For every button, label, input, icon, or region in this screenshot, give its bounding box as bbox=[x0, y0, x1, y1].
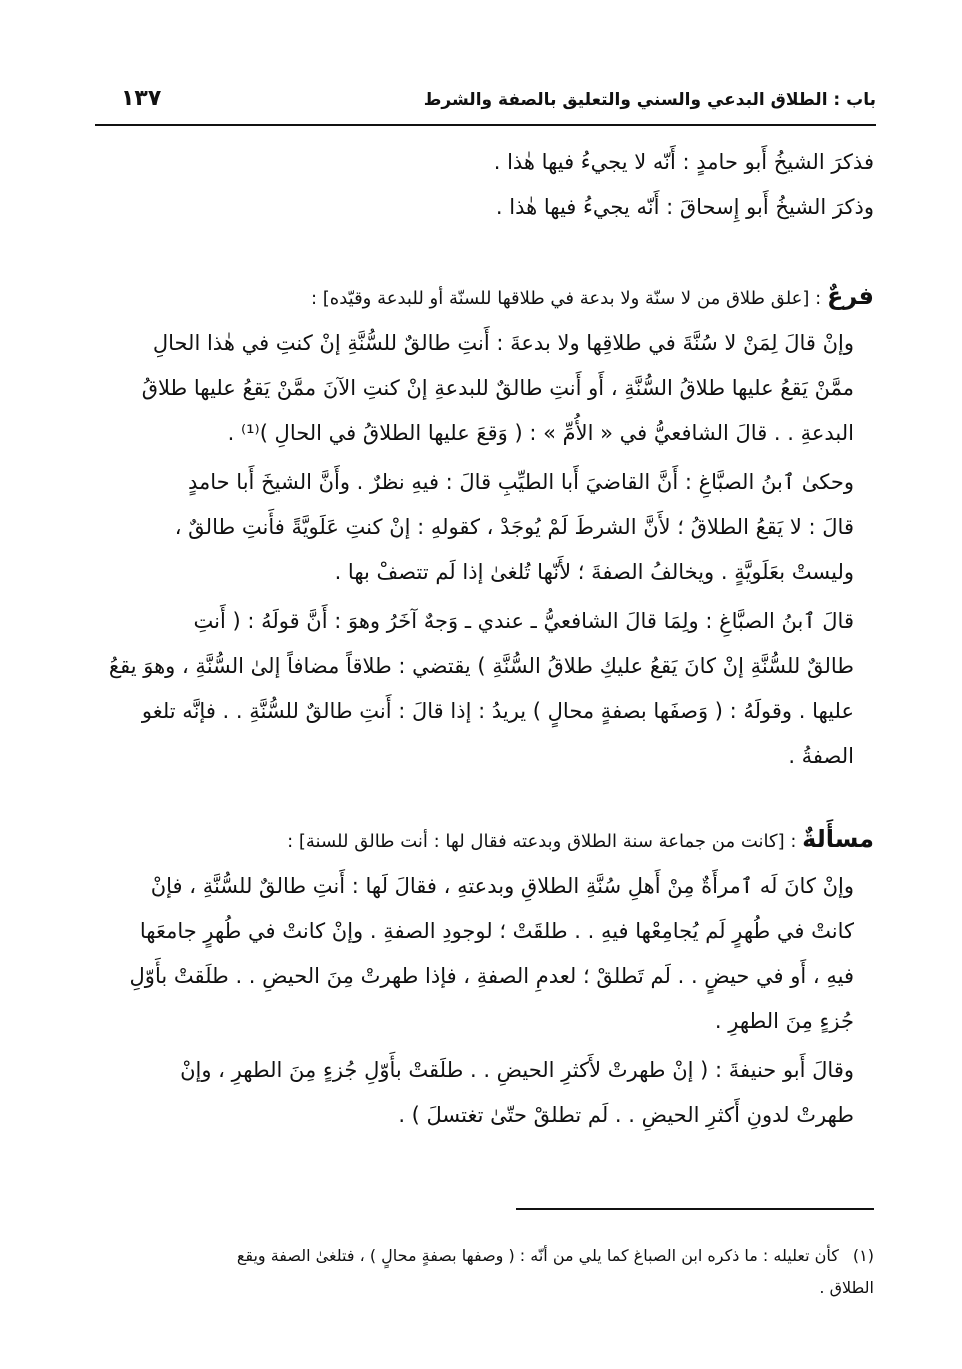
text-line: فذكرَ الشيخُ أَبو حامدٍ : أَنّه لا يجيءُ فيها هٰذا . bbox=[493, 150, 874, 174]
running-header bbox=[95, 84, 876, 122]
text-line: وإنْ كانَ لَه ٱمرأَةٌ مِنْ أَهلِ سُنَّةِ الطلاقِ وبدعتهِ ، فقالَ لَها : أَنتِ طالقٌ للسُّنَّةِ ، فإنْ bbox=[150, 874, 854, 898]
text-line: وحكىٰ ٱبنُ الصبَّاغِ : أَنَّ القاضيَ أَبا الطيِّبِ قالَ : فيهِ نظرٌ . وأَنَّ الشيخَ أَبا حامدٍ bbox=[187, 470, 854, 494]
text-line: قالَ : لا يَقعُ الطلاقُ ؛ لأَنَّ الشرطَ لَمْ يُوجَدْ ، كقولهِ : إنْ كنتِ عَلَويَّةً فأَنتِ طالقٌ ، bbox=[174, 515, 854, 539]
text-line: قالَ ٱبنُ الصبَّاغِ : ولِمَا قالَ الشافعيُّ ـ عندي ـ وَجهٌ آخَرُ وهوَ : أَنَّ قولَهُ : ( أَنتِ bbox=[193, 609, 854, 633]
section-gap bbox=[92, 230, 874, 274]
footnote-number: (١) bbox=[852, 1246, 874, 1265]
paragraph bbox=[92, 599, 874, 779]
text-line: وذكرَ الشيخُ أَبو إِسحاقَ : أَنّه يجيءُ فيها هٰذا . bbox=[495, 195, 874, 219]
text-line: طالقٌ للسُّنَّةِ إنْ كانَ يَقعُ عليكِ طلاقُ السُّنَّةِ ) يقتضي : طلاقاً مضافاً إلىٰ السُّنَّةِ ، وهوَ يقعُ bbox=[108, 654, 854, 678]
footnote-line bbox=[92, 1240, 874, 1272]
text-line: وليستْ بعَلَويَّةٍ . ويخالفُ الصفةَ ؛ لأَنّها تُلغىٰ إذا لَم تتصفْ بها . bbox=[334, 560, 854, 584]
masala-title: : [كانت من جماعة سنة الطلاق وبدعته فقال لها : أنت طالق للسنة] : bbox=[287, 831, 797, 852]
far-title: : [علق طلاق من لا سنّة ولا بدعة في طلاقها للسنّة أو للبدعة وقيّده] : bbox=[310, 288, 822, 309]
footnote-text: كأن تعليله : ما ذكره ابن الصباغ كما يلي من أنّه : ( وصفها بصفةٍ محالٍ ) ، فتلغىٰ الصفة ويقع bbox=[236, 1246, 839, 1265]
far-label: فرعٌ bbox=[826, 282, 874, 310]
text-line: ممَّنْ يَقعُ عليها طلاقُ السُّنَّةِ ، أَو أَنتِ طالقٌ للبدعةِ إنْ كنتِ الآنَ ممَّنْ يَقعُ عليها طلاقُ bbox=[141, 376, 854, 400]
paragraph bbox=[92, 1048, 874, 1138]
paragraph bbox=[92, 321, 874, 456]
text-line: عليها . وقولَهُ : ( وَصفَها بصفةٍ محالٍ ) يريدُ : إذا قالَ : أَنتِ طالقٌ للسُّنَّةِ . . فإنَّه تلغو bbox=[141, 699, 854, 723]
masala-label: مسأَلةٌ bbox=[802, 825, 874, 853]
text-line: وإنْ قالَ لِمَنْ لا سُنَّةَ في طلاقِها ولا بدعةَ : أَنتِ طالقٌ للسُّنَّةِ إنْ كنتِ في هٰذا الحالِ bbox=[152, 331, 854, 355]
paragraph bbox=[92, 460, 874, 595]
footnote bbox=[92, 1240, 874, 1304]
far-heading bbox=[92, 274, 874, 321]
page-body bbox=[92, 140, 874, 1142]
footnotes bbox=[92, 1240, 874, 1304]
chapter-title: باب : الطلاق البدعي والسني والتعليق بالصفة والشرط bbox=[423, 90, 876, 110]
text-line: كانتْ في طُهرٍ لَم يُجامِعْها فيهِ . . طلقَتْ ؛ لوجودِ الصفةِ . وإنْ كانتْ في طُهرٍ جامعَها bbox=[139, 919, 854, 943]
text-line: الصفةُ . bbox=[788, 744, 854, 768]
footnote-line: الطلاق . bbox=[819, 1278, 874, 1297]
masala-heading bbox=[92, 817, 874, 864]
text-line: جُزءٍ مِنَ الطهرِ . bbox=[714, 1009, 854, 1033]
page-number: ١٣٧ bbox=[121, 86, 162, 111]
text-line: وقالَ أَبو حنيفةَ : ( إنْ طهرتْ لأَكثرِ الحيضِ . . طلَقتْ بأَوّلِ جُزءٍ مِنَ الطهرِ ، وإنْ bbox=[180, 1058, 854, 1082]
text-line: طهرتْ لدونِ أَكثرِ الحيضِ . . لَم تطلقْ حتّىٰ تغتسلَ ) . bbox=[398, 1103, 854, 1127]
header-rule bbox=[95, 124, 876, 126]
text-line: فيهِ ، أَو في حيضٍ . . لَم تَطلقْ ؛ لعدمِ الصفةِ ، فإذا طهرتْ مِنَ الحيضِ . . طلَقتْ بأَوّلِ bbox=[129, 964, 854, 988]
text-line: البدعةِ . . قالَ الشافعيُّ في « الأُمِّ » : ( وَقعَ عليها الطلاقُ في الحالِ )⁽¹⁾ . bbox=[227, 421, 854, 445]
paragraph bbox=[92, 864, 874, 1044]
footnote-rule bbox=[516, 1208, 874, 1210]
section-gap bbox=[92, 783, 874, 817]
